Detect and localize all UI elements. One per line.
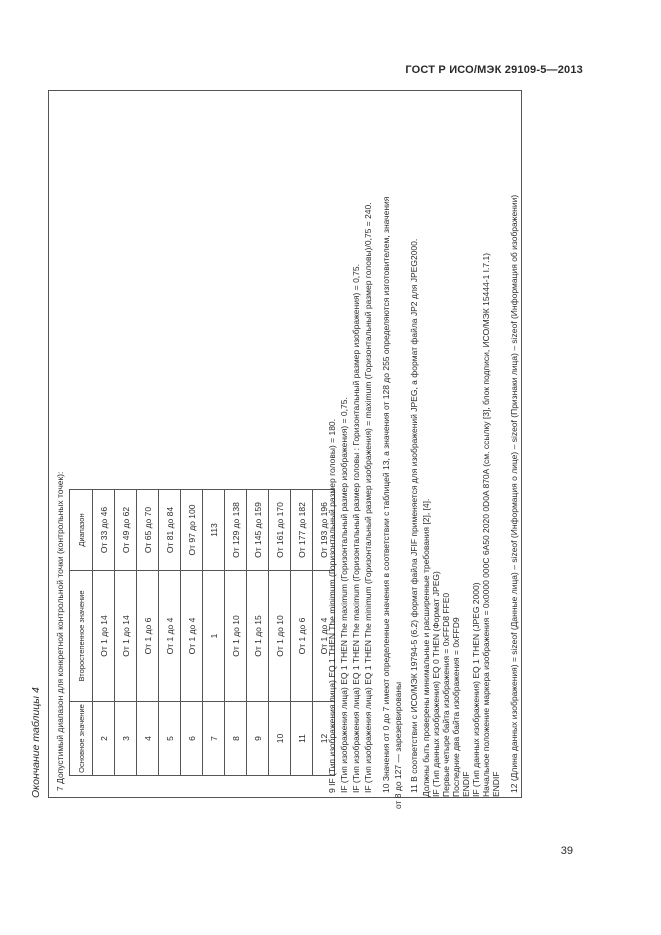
cell: 4: [137, 702, 159, 776]
table-row: [269, 490, 291, 776]
note-9-line: IF (Тип изображения лица) EQ 1 THEN The minimum (Горизонтальный размер изображения) = maximum (Горизонтальный размер головы)/0,75 = 240.: [363, 202, 373, 793]
note-11-line: ENDIF: [491, 771, 501, 797]
note-9-line: IF (Тип изображения лица) EQ 1 THEN The maximum (Горизонтальный размер головы : Горизонтальный размер изображения) = 0,75.: [351, 264, 361, 793]
note-11-line: Последние два байта изображения = 0xFFD9: [451, 617, 461, 797]
cell: 1: [203, 571, 225, 702]
note-9-line: 9 IF (Тип изображения лица) EQ 1 THEN The minimum (Горизонтальный размер головы) = 180.: [327, 418, 337, 793]
cell: От 1 до 4: [313, 571, 335, 702]
cell: 10: [269, 702, 291, 776]
table-frame: [48, 90, 522, 809]
note-11-line: IF (Тип данных изображения) EQ 0 THEN (Формат JPEG): [431, 571, 441, 797]
cell: 11: [291, 702, 313, 776]
cell: 12: [313, 702, 335, 776]
column-header-range: Диапазон: [70, 490, 93, 571]
note-11-line: ENDIF: [461, 771, 471, 797]
table-continuation-label: Окончание таблицы 4: [30, 687, 42, 798]
table-row: [137, 490, 159, 776]
note-11-line: 11 В соответствии с ИСО/МЭК 19794-5 (6.2) формат файла JFIF применяется для изображений JPEG, а формат файла JP2 для JPEG2000.: [409, 238, 419, 793]
cell: От 33 до 46: [93, 490, 115, 571]
range-table: [69, 489, 335, 776]
cell: 5: [159, 702, 181, 776]
column-header-main: Основное значение: [70, 702, 93, 776]
cell: От 1 до 10: [225, 571, 247, 702]
cell: 7: [203, 702, 225, 776]
rotated-table-block: [30, 90, 522, 809]
note-9-line: IF (Тип изображения лица) EQ 1 THEN The maximum (Горизонтальный размер изображения) = 0,75.: [339, 397, 349, 793]
table-row: [291, 490, 313, 776]
cell: 8: [225, 702, 247, 776]
cell: 113: [203, 490, 225, 571]
page-number: 39: [560, 845, 573, 857]
note-7: 7 Допустимый диапазон для конкретной контрольной точки (контрольных точек):: [55, 471, 65, 791]
table-row: [203, 490, 225, 776]
note-11-line: Первые четыре байта изображения = 0xFFD8 FFE0: [441, 592, 451, 797]
column-header-secondary: Второстепенное значение: [70, 571, 93, 702]
cell: От 129 до 138: [225, 490, 247, 571]
table-row: [115, 490, 137, 776]
cell: От 81 до 84: [159, 490, 181, 571]
cell: От 1 до 4: [159, 571, 181, 702]
cell: От 1 до 15: [247, 571, 269, 702]
note-10-line: 10 Значения от 0 до 7 имеют определенные значения в соответствии с таблицей 13, а значения от 128 до 255 определяются изготовителем, значения: [381, 196, 391, 793]
note-11-line: IF (Тип данных изображения) EQ 1 THEN (JPEG 2000): [471, 582, 481, 797]
note-11-line: Должны быть проверены минимальные и расширенные требования [2], [4].: [421, 498, 431, 797]
cell: 2: [93, 702, 115, 776]
cell: 6: [181, 702, 203, 776]
cell: От 49 до 62: [115, 490, 137, 571]
table-row: [181, 490, 203, 776]
cell: 9: [247, 702, 269, 776]
cell: От 1 до 6: [137, 571, 159, 702]
cell: 3: [115, 702, 137, 776]
cell: От 1 до 4: [181, 571, 203, 702]
cell: От 65 до 70: [137, 490, 159, 571]
cell: От 1 до 6: [291, 571, 313, 702]
table-row: [93, 490, 115, 776]
cell: От 1 до 14: [115, 571, 137, 702]
table-row: [247, 490, 269, 776]
cell: От 177 до 182: [291, 490, 313, 571]
note-12: 12 (Длина данных изображения) = sizeof (Данные лица) – sizeof (Информация о лице) – sizeof (Признаки лица) – sizeof (Информация об изображении): [509, 194, 519, 793]
cell: От 1 до 14: [93, 571, 115, 702]
cell: От 1 до 10: [269, 571, 291, 702]
document-header: ГОСТ Р ИСО/МЭК 29109-5—2013: [405, 64, 583, 76]
note-10-line: от 8 до 127 — зарезервированы: [393, 681, 403, 809]
note-11-line: Начальное положение маркера изображения = 0x0000 000C 6A50 2020 0D0A 870A (см. ссылку [3], блок подписи, ИСО/МЭК 15444-1 I.7.1): [481, 252, 491, 797]
table-header-row: [70, 490, 93, 776]
table-row: [225, 490, 247, 776]
cell: От 145 до 159: [247, 490, 269, 571]
cell: От 97 до 100: [181, 490, 203, 571]
cell: От 161 до 170: [269, 490, 291, 571]
cell: От 193 до 196: [313, 490, 335, 571]
table-row: [159, 490, 181, 776]
